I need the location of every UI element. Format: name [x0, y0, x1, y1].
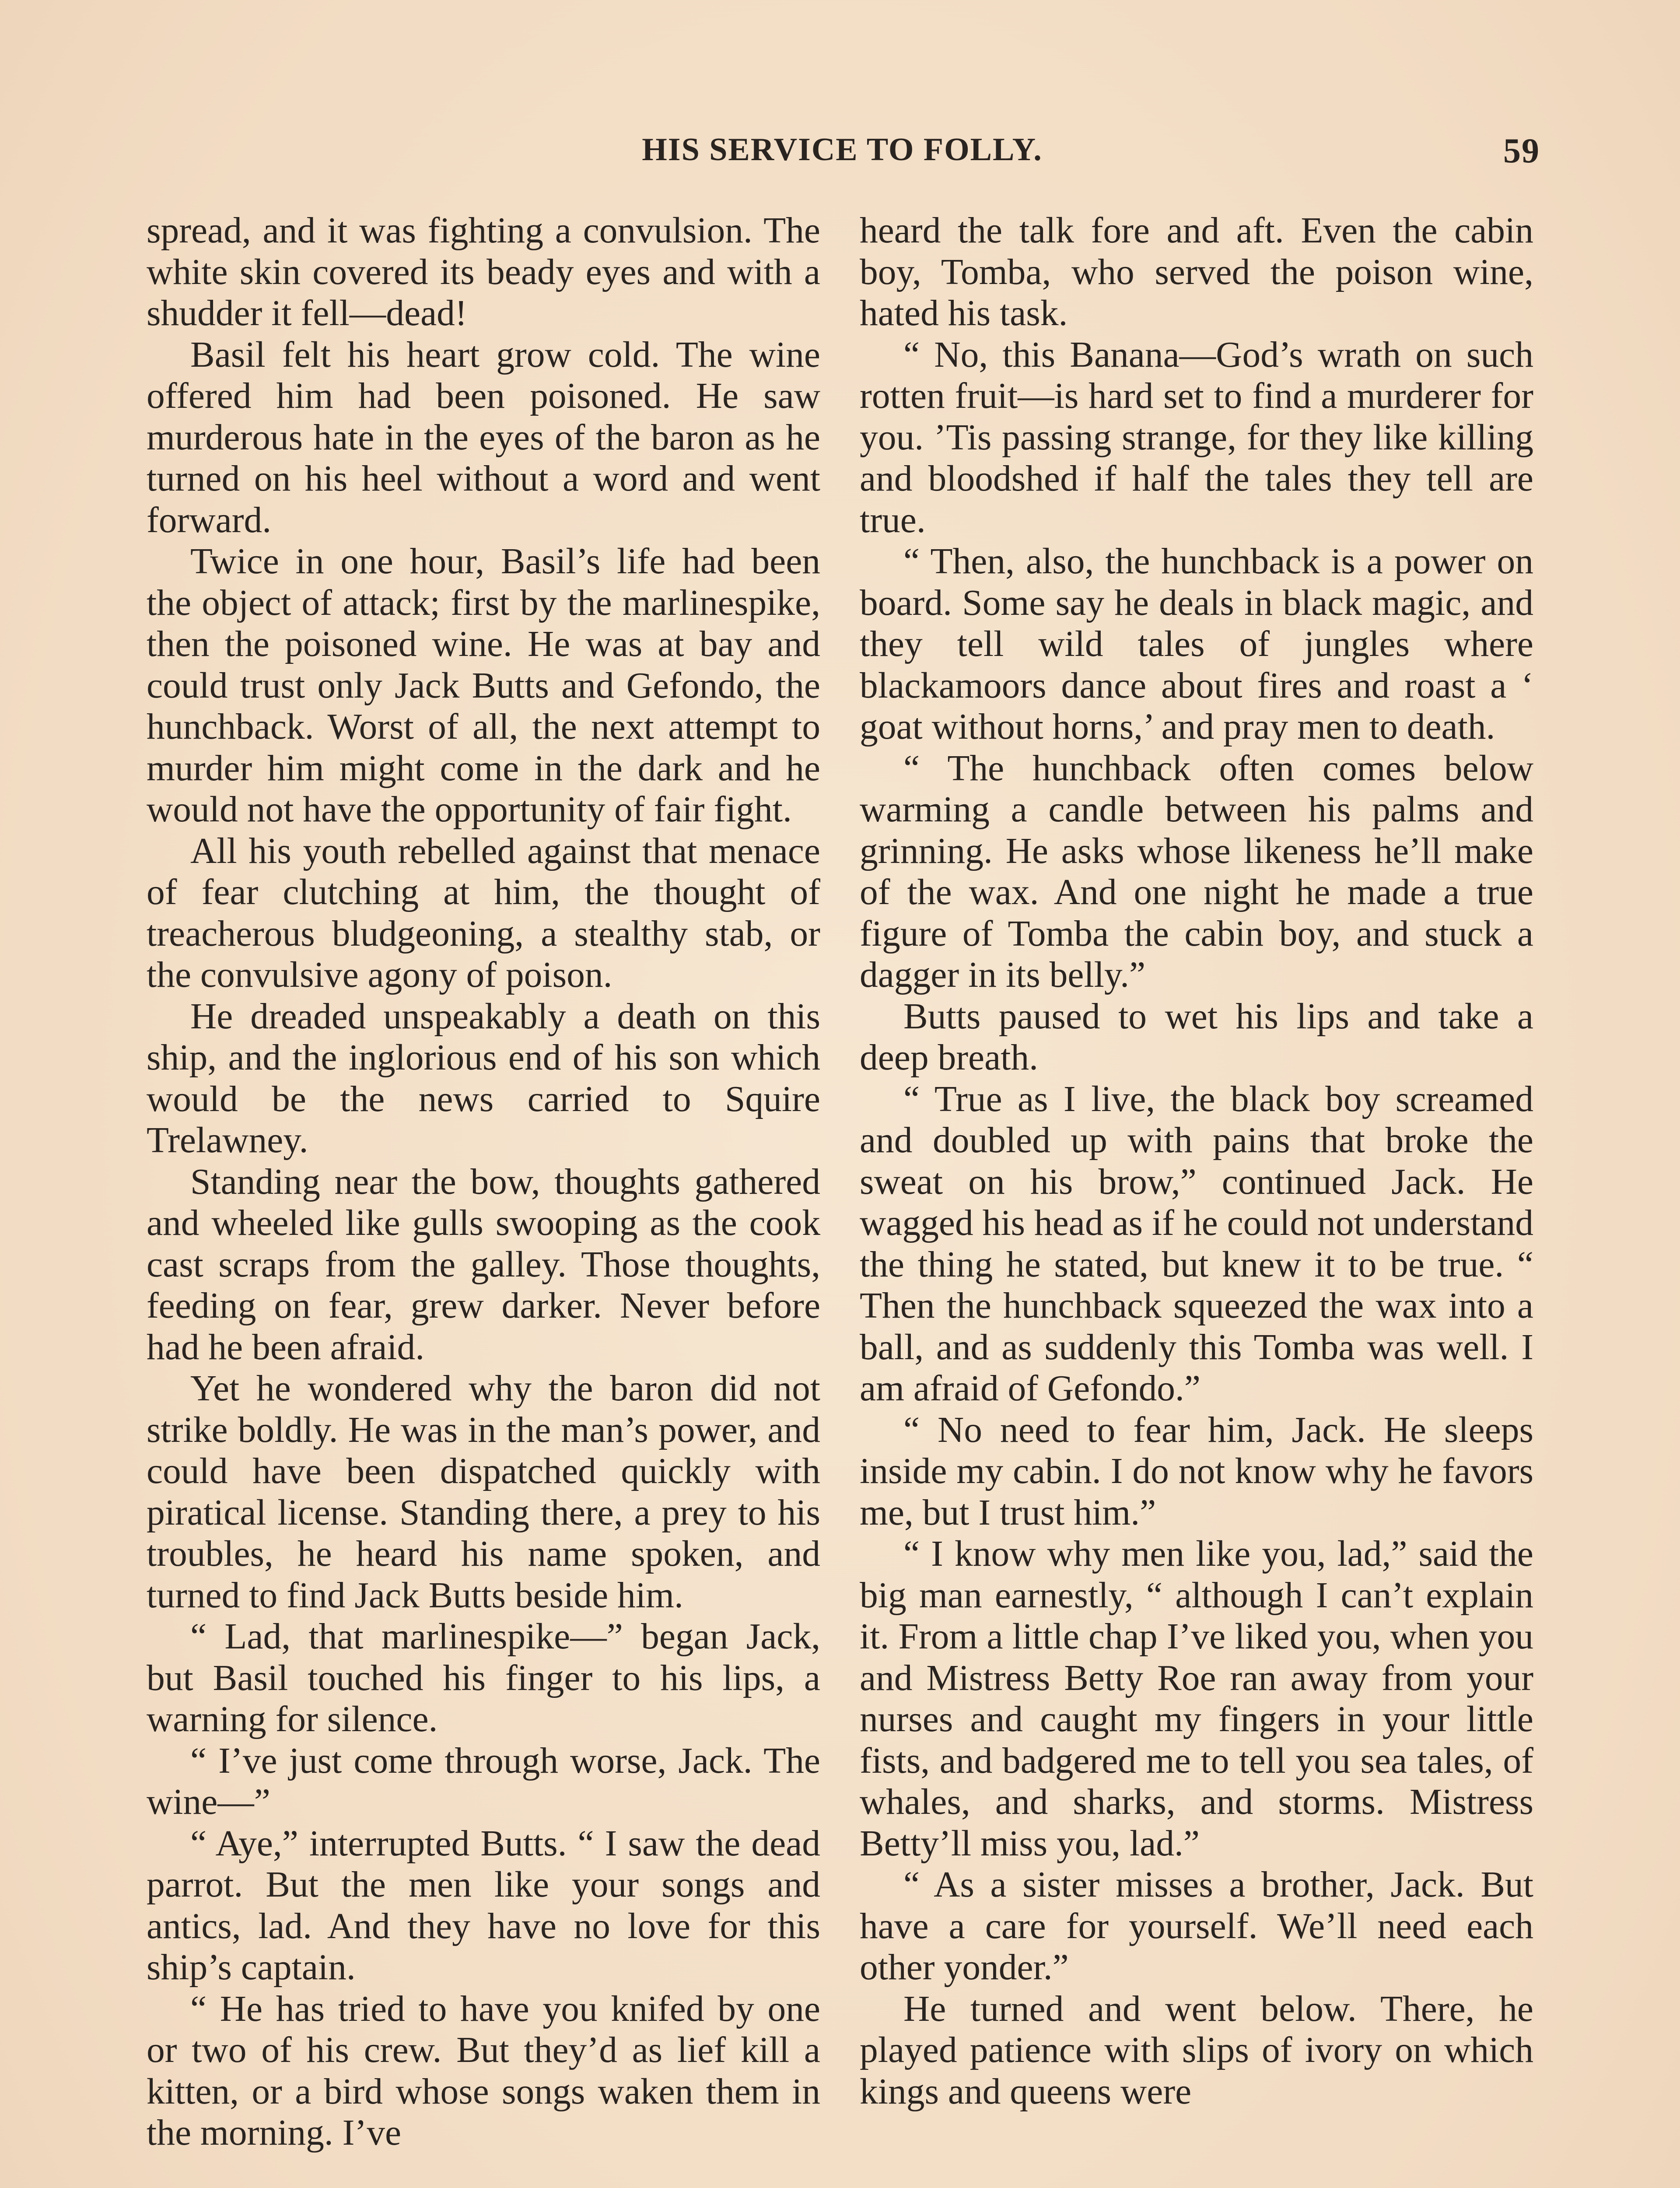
paragraph: “ True as I live, the black boy screamed and doubled up with pains that broke the sweat on his brow,” continued Jack. He wagged his head as if he could not understand the thing he stated, but knew it to be true. “ Then the hunchback squeezed the wax into a ball, and as suddenly this Tomba was well. I am afraid of Gefondo.” — [860, 1079, 1533, 1409]
paragraph: Twice in one hour, Basil’s life had been the object of attack; first by the marlinespike, then the poisoned wine. He was at bay and could trust only Jack Butts and Gefondo, the hunchback. Worst of all, the next attempt to murder him might come in the dark and he would not have the opportunity of fair fight. — [147, 541, 820, 830]
paragraph: “ No, this Banana—God’s wrath on such rotten fruit—is hard set to find a murderer for you. ’Tis passing strange, for they like killing and bloodshed if half the tales they tell are true. — [860, 334, 1533, 540]
paragraph: He dreaded unspeakably a death on this ship, and the inglorious end of his son which would be the news carried to Squire Trelawney. — [147, 996, 820, 1161]
paragraph: “ Then, also, the hunchback is a power on board. Some say he deals in black magic, and they tell wild tales of jungles where blackamoors dance about fires and roast a ‘ goat without horns,’ and pray men to death. — [860, 541, 1533, 747]
paragraph: “ I know why men like you, lad,” said the big man earnestly, “ although I can’t explain it. From a little chap I’ve liked you, when you and Mistress Betty Roe ran away from your nurses and caught my fingers in your little fists, and badgered me to tell you sea tales, of whales, and sharks, and storms. Mistress Betty’ll miss you, lad.” — [860, 1534, 1533, 1864]
right-column — [860, 210, 1533, 2112]
paragraph: “ Lad, that marlinespike—” began Jack, but Basil touched his finger to his lips, a warning for silence. — [147, 1616, 820, 1739]
paragraph: “ I’ve just come through worse, Jack. The wine—” — [147, 1740, 820, 1822]
paragraph: Standing near the bow, thoughts gathered and wheeled like gulls swooping as the cook cast scraps from the galley. Those thoughts, feeding on fear, grew darker. Never before had he been afraid. — [147, 1161, 820, 1368]
paragraph: spread, and it was fighting a convulsion. The white skin covered its beady eyes and with a shudder it fell—dead! — [147, 210, 820, 333]
page-number: 59 — [1503, 132, 1540, 170]
paragraph: “ As a sister misses a brother, Jack. But have a care for yourself. We’ll need each other yonder.” — [860, 1865, 1533, 1988]
running-title: HIS SERVICE TO FOLLY. — [642, 132, 1043, 168]
page-header — [144, 131, 1540, 179]
paragraph: Butts paused to wet his lips and take a deep breath. — [860, 996, 1533, 1078]
paragraph: “ No need to fear him, Jack. He sleeps inside my cabin. I do not know why he favors me, but I trust him.” — [860, 1410, 1533, 1533]
left-column — [147, 210, 820, 2154]
paragraph: All his youth rebelled against that menace of fear clutching at him, the thought of treacherous bludgeoning, a stealthy stab, or the convulsive agony of poison. — [147, 831, 820, 995]
paragraph: “ The hunchback often comes below warming a candle between his palms and grinning. He asks whose likeness he’ll make of the wax. And one night he made a true figure of Tomba the cabin boy, and stuck a dagger in its belly.” — [860, 748, 1533, 995]
paragraph: “ He has tried to have you knifed by one or two of his crew. But they’d as lief kill a kitten, or a bird whose songs waken them in the morning. I’ve — [147, 1988, 820, 2153]
paragraph: Yet he wondered why the baron did not strike boldly. He was in the man’s power, and could have been dispatched quickly with piratical license. Standing there, a prey to his troubles, he heard his name spoken, and turned to find Jack Butts beside him. — [147, 1368, 820, 1616]
paragraph: heard the talk fore and aft. Even the cabin boy, Tomba, who served the poison wine, hated his task. — [860, 210, 1533, 333]
paragraph: Basil felt his heart grow cold. The wine offered him had been poisoned. He saw murderous hate in the eyes of the baron as he turned on his heel without a word and went forward. — [147, 334, 820, 540]
paragraph: He turned and went below. There, he played patience with slips of ivory on which kings and queens were — [860, 1988, 1533, 2112]
paragraph: “ Aye,” interrupted Butts. “ I saw the dead parrot. But the men like your songs and antics, lad. And they have no love for this ship’s captain. — [147, 1823, 820, 1988]
